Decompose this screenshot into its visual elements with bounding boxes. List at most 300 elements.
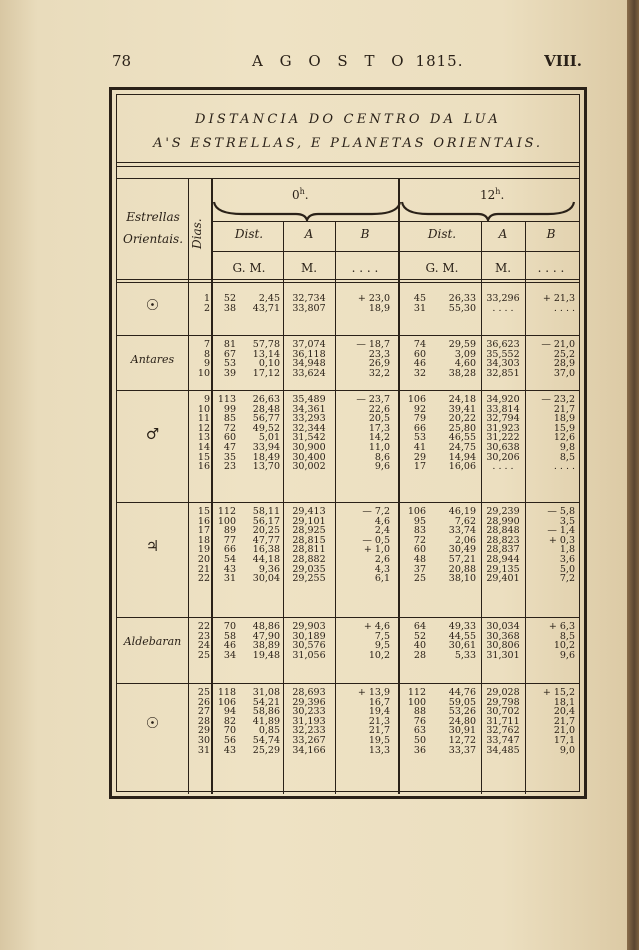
hour-12-value: 12 [480,188,496,202]
cell-b12: — 21,0 [541,339,575,350]
cell-g12: 25 [413,573,426,585]
cell-b12: 21,0 [553,725,575,737]
cell-m12: 24,80 [448,715,476,727]
cell-a12: 30,702 [486,706,520,718]
cell-b12: . . . . [553,461,575,473]
cell-g0: 54 [223,554,236,565]
cell-a0: 30,400 [292,451,326,463]
cell-b12: 1,8 [559,544,575,556]
cell-m12: 24,18 [448,394,476,405]
cell-g12: 60 [413,348,426,360]
cell-a12: 30,034 [486,621,520,632]
cell-b0: + 1,0 [363,544,390,556]
group-divider [116,335,580,336]
cell-a0: 30,002 [292,461,326,473]
cell-g0: 35 [223,451,236,463]
cell-g0: 43 [223,563,236,575]
cell-a12: 30,206 [486,451,520,463]
cell-m12: 7,62 [454,515,476,527]
group-divider [116,502,580,503]
cell-m12: 38,10 [448,573,476,585]
cell-m12: 20,88 [448,563,476,575]
cell-b0: 26,9 [368,358,390,370]
cell-b12: 28,9 [553,358,575,370]
stars-header-line2: Orientais. [122,232,184,246]
cell-b0: — 0,5 [362,534,390,546]
cell-g12: 76 [413,715,426,727]
cell-b12: — 23,2 [541,394,575,405]
cell-a12: 36,623 [486,339,520,350]
cell-b12: 9,8 [559,442,575,453]
cell-g0: 53 [223,358,236,370]
header-rule-top [116,178,580,179]
cell-b12: 8,5 [559,451,575,463]
cell-day: 9 [203,394,210,405]
cell-m0: 56,17 [252,515,280,527]
cell-a0: 28,815 [292,534,326,546]
cell-g12: 45 [413,293,426,304]
cell-m0: 56,77 [252,413,280,425]
cell-g0: 106 [217,696,236,708]
cell-day: 10 [197,403,210,415]
cell-b12: — 1,4 [547,525,575,537]
cell-a12: 29,401 [486,573,520,585]
cell-day: 12 [197,422,210,434]
cell-g0: 31 [223,573,236,585]
cell-a0: 31,193 [292,715,326,727]
cell-b0: 18,9 [368,302,390,314]
cell-a12: 32,762 [486,725,520,737]
cell-a0: 35,489 [292,394,326,405]
cell-b0: — 7,2 [362,506,390,517]
cell-a12: 34,485 [486,744,520,756]
cell-g0: 118 [217,687,236,698]
cell-a0: 29,396 [292,696,326,708]
cell-day: 15 [197,451,210,463]
cell-a12: 31,711 [486,715,520,727]
cell-b0: + 13,9 [357,687,390,698]
cell-day: 20 [197,554,210,565]
cell-m12: 14,94 [448,451,476,463]
cell-g12: 52 [413,630,426,642]
cell-g0: 112 [217,506,236,517]
dots-12h-header: . . . . [537,261,565,275]
vline-b12 [525,221,526,794]
cell-g12: 46 [413,358,426,370]
cell-day: 27 [197,706,210,718]
cell-day: 26 [197,696,210,708]
cell-b12: + 6,3 [548,621,575,632]
cell-a12: 28,823 [486,534,520,546]
cell-g0: 39 [223,367,236,379]
cell-g12: 28 [413,649,426,661]
cell-m0: 57,78 [252,339,280,350]
cell-m0: 49,52 [252,422,280,434]
cell-a12: 31,923 [486,422,520,434]
cell-b12: 7,2 [559,573,575,585]
title-rule [116,162,580,167]
cell-a12: 30,806 [486,640,520,652]
cell-b12: 3,5 [559,515,575,527]
cell-g12: 40 [413,640,426,652]
cell-a12: 30,368 [486,630,520,642]
days-column-header: Dias. [190,218,204,250]
cell-a0: 32,344 [292,422,326,434]
cell-day: 7 [203,339,210,350]
cell-a12: 28,990 [486,515,520,527]
cell-g0: 43 [223,744,236,756]
cell-g0: 100 [217,515,236,527]
cell-g12: 31 [413,302,426,314]
cell-m0: 5,01 [258,432,280,444]
header-rule-bottom [116,279,580,283]
cell-m12: 46,55 [448,432,476,444]
cell-m0: 47,90 [252,630,280,642]
cell-day: 29 [197,725,210,737]
cell-g12: 60 [413,544,426,556]
cell-day: 22 [197,573,210,585]
cell-a0: 31,542 [292,432,326,444]
sun-icon: ☉ [145,713,160,732]
cell-b0: 4,3 [374,563,390,575]
gm-0h-header: G. M. [232,261,266,275]
cell-b0: 6,1 [374,573,390,585]
cell-g12: 106 [407,394,426,405]
cell-m12: 33,37 [448,744,476,756]
cell-day: 18 [197,534,210,546]
cell-b0: 9,5 [374,640,390,652]
cell-m0: 31,08 [252,687,280,698]
cell-a0: 32,734 [292,293,326,304]
cell-g0: 60 [223,432,236,444]
cell-g12: 74 [413,339,426,350]
cell-b12: 20,4 [553,706,575,718]
cell-m0: 9,36 [258,563,280,575]
cell-g0: 58 [223,630,236,642]
cell-b12: 21,7 [553,715,575,727]
cell-a12: 28,944 [486,554,520,565]
group-divider [116,617,580,618]
table-title-line2: A'S ESTRELLAS, E PLANETAS ORIENTAIS. [153,136,543,151]
cell-g12: 17 [413,461,426,473]
cell-a12: 33,747 [486,735,520,746]
cell-b0: 2,6 [374,554,390,565]
cell-a12: 29,135 [486,563,520,575]
cell-m12: 30,61 [448,640,476,652]
cell-b12: 3,6 [559,554,575,565]
hour-0-value: 0 [292,188,300,202]
page-number: 78 [112,52,132,70]
cell-b12: 37,0 [553,367,575,379]
dist-12h-header: Dist. [427,227,457,241]
a-0h-header: A [304,227,314,241]
cell-b12: 15,9 [553,422,575,434]
cell-m12: 12,72 [448,735,476,746]
cell-m0: 13,14 [252,348,280,360]
hour-0-unit: h [299,187,305,196]
cell-b12: 8,5 [559,630,575,642]
cell-m0: 0,10 [258,358,280,370]
cell-g0: 67 [223,348,236,360]
cell-g12: 50 [413,735,426,746]
vline-stars [188,178,189,794]
cell-b12: + 21,3 [542,293,575,304]
cell-m0: 2,45 [258,293,280,304]
cell-g12: 88 [413,706,426,718]
cell-b12: 10,2 [553,640,575,652]
year: 1815. [415,52,464,70]
running-title [252,52,463,70]
mars-icon: ♂ [145,425,160,444]
cell-a0: 33,293 [292,413,326,425]
running-head [112,52,582,74]
cell-b0: 9,6 [374,461,390,473]
cell-b0: 22,6 [368,403,390,415]
cell-b0: 23,3 [368,348,390,360]
cell-day: 21 [197,563,210,575]
cell-a12: 29,798 [486,696,520,708]
cell-g0: 77 [223,534,236,546]
cell-m0: 17,12 [252,367,280,379]
cell-b12: 18,9 [553,413,575,425]
cell-m12: 38,28 [448,367,476,379]
cell-b0: 19,4 [368,706,390,718]
cell-m0: 58,11 [252,506,280,517]
cell-b0: 4,6 [374,515,390,527]
table-title-line1: DISTANCIA DO CENTRO DA LUA [194,112,502,127]
cell-m12: 29,59 [448,339,476,350]
cell-m0: 26,63 [252,394,280,405]
cell-b12: 9,6 [559,649,575,661]
cell-g0: 46 [223,640,236,652]
cell-a0: 29,903 [292,621,326,632]
cell-day: 1 [203,293,210,304]
m-12h-header: M. [494,261,512,275]
cell-g12: 48 [413,554,426,565]
cell-a12: 28,848 [486,525,520,537]
cell-b12: 21,7 [553,403,575,415]
stars-header-line1: Estrellas [126,210,180,224]
star-label-aldebaran: Aldebaran [123,635,182,649]
cell-day: 28 [197,715,210,727]
cell-a12: 32,851 [486,367,520,379]
cell-day: 2 [203,302,210,314]
cell-a12: 29,028 [486,687,520,698]
cell-a0: 29,255 [292,573,326,585]
cell-g12: 41 [413,442,426,453]
cell-m12: 25,80 [448,422,476,434]
cell-g0: 66 [223,544,236,556]
cell-a0: 29,035 [292,563,326,575]
cell-a0: 37,074 [292,339,326,350]
vline-a12 [481,221,482,794]
cell-g0: 85 [223,413,236,425]
cell-m12: 26,33 [448,293,476,304]
cell-a12: 31,301 [486,649,520,661]
cell-a0: 33,807 [292,302,326,314]
cell-a0: 29,101 [292,515,326,527]
cell-m0: 28,48 [252,403,280,415]
cell-m12: 59,05 [448,696,476,708]
cell-g0: 38 [223,302,236,314]
cell-m0: 41,89 [252,715,280,727]
group-divider [116,683,580,684]
cell-b0: 13,3 [368,744,390,756]
cell-a12: 33,814 [486,403,520,415]
cell-m0: 30,04 [252,573,280,585]
cell-m12: 55,30 [448,302,476,314]
table-frame [109,87,587,799]
cell-m0: 16,38 [252,544,280,556]
section-number: VIII. [544,52,582,70]
gm-12h-header: G. M. [425,261,459,275]
cell-b0: 17,3 [368,422,390,434]
cell-m12: 2,06 [454,534,476,546]
cell-a12: . . . . [492,302,514,314]
cell-b0: 32,2 [368,367,390,379]
cell-a12: 34,303 [486,358,520,370]
cell-a12: 30,638 [486,442,520,453]
cell-m0: 44,18 [252,554,280,565]
cell-g12: 106 [407,506,426,517]
cell-day: 11 [197,413,210,425]
cell-m0: 19,48 [252,649,280,661]
b-0h-header: B [360,227,370,241]
hour-12-header: 12$^h$. [480,187,505,202]
cell-b0: 19,5 [368,735,390,746]
cell-a12: 29,239 [486,506,520,517]
cell-day: 25 [197,687,210,698]
cell-m12: 3,09 [454,348,476,360]
cell-b0: 11,0 [368,442,390,453]
cell-g12: 95 [413,515,426,527]
cell-a12: 32,794 [486,413,520,425]
cell-a0: 28,925 [292,525,326,537]
cell-m12: 4,60 [454,358,476,370]
cell-m12: 30,49 [448,544,476,556]
cell-g0: 23 [223,461,236,473]
stars-column-header [118,210,188,246]
cell-a0: 34,166 [292,744,326,756]
cell-m12: 16,06 [448,461,476,473]
cell-g0: 52 [223,293,236,304]
cell-b12: 5,0 [559,563,575,575]
cell-m12: 49,33 [448,621,476,632]
cell-g12: 100 [407,696,426,708]
cell-day: 9 [203,358,210,370]
cell-g0: 47 [223,442,236,453]
cell-a12: 31,222 [486,432,520,444]
cell-m12: 39,41 [448,403,476,415]
cell-b0: 20,5 [368,413,390,425]
cell-b0: + 23,0 [357,293,390,304]
cell-day: 23 [197,630,210,642]
cell-day: 24 [197,640,210,652]
cell-m12: 33,74 [448,525,476,537]
cell-day: 10 [197,367,210,379]
cell-day: 25 [197,649,210,661]
cell-g12: 92 [413,403,426,415]
cell-b12: . . . . [553,302,575,314]
cell-a0: 32,233 [292,725,326,737]
cell-b0: — 18,7 [356,339,390,350]
cell-g12: 29 [413,451,426,463]
cell-b12: + 15,2 [542,687,575,698]
cell-g12: 83 [413,525,426,537]
cell-b0: 16,7 [368,696,390,708]
cell-g0: 70 [223,621,236,632]
cell-a0: 30,233 [292,706,326,718]
dots-0h-header: . . . . [351,261,379,275]
cell-day: 16 [197,515,210,527]
cell-m0: 54,21 [252,696,280,708]
cell-g12: 36 [413,744,426,756]
cell-m0: 25,29 [252,744,280,756]
cell-day: 17 [197,525,210,537]
cell-b0: 8,6 [374,451,390,463]
cell-a0: 28,811 [292,544,326,556]
vline-b0 [335,221,336,794]
b-12h-header: B [546,227,556,241]
m-0h-header: M. [300,261,318,275]
cell-g0: 113 [217,394,236,405]
cell-a0: 34,948 [292,358,326,370]
cell-g12: 72 [413,534,426,546]
cell-day: 22 [197,621,210,632]
cell-g0: 94 [223,706,236,718]
cell-b12: 25,2 [553,348,575,360]
cell-g12: 66 [413,422,426,434]
cell-m0: 43,71 [252,302,280,314]
vline-a0 [283,221,284,794]
cell-b0: 2,4 [374,525,390,537]
month: A G O S T O [252,52,410,70]
cell-b12: 17,1 [553,735,575,746]
cell-b0: 21,7 [368,725,390,737]
cell-g0: 56 [223,735,236,746]
cell-m0: 33,94 [252,442,280,453]
cell-g0: 81 [223,339,236,350]
cell-m12: 44,55 [448,630,476,642]
cell-a0: 31,056 [292,649,326,661]
cell-g12: 32 [413,367,426,379]
cell-day: 13 [197,432,210,444]
cell-a0: 28,693 [292,687,326,698]
cell-a0: 33,624 [292,367,326,379]
cell-m12: 53,26 [448,706,476,718]
cell-a12: 28,837 [486,544,520,556]
cell-b0: 14,2 [368,432,390,444]
cell-g12: 37 [413,563,426,575]
star-label-antares: Antares [130,353,175,367]
jupiter-icon: ♃ [145,537,160,556]
cell-day: 16 [197,461,210,473]
cell-m0: 18,49 [252,451,280,463]
cell-g0: 89 [223,525,236,537]
cell-m0: 38,89 [252,640,280,652]
cell-m12: 30,91 [448,725,476,737]
cell-g12: 64 [413,621,426,632]
cell-a0: 30,576 [292,640,326,652]
cell-m0: 0,85 [258,725,280,737]
cell-b0: 21,3 [368,715,390,727]
cell-g12: 79 [413,413,426,425]
cell-a0: 36,118 [292,348,326,360]
cell-a0: 33,267 [292,735,326,746]
cell-g0: 70 [223,725,236,737]
book-edge [627,0,639,950]
cell-m0: 13,70 [252,461,280,473]
